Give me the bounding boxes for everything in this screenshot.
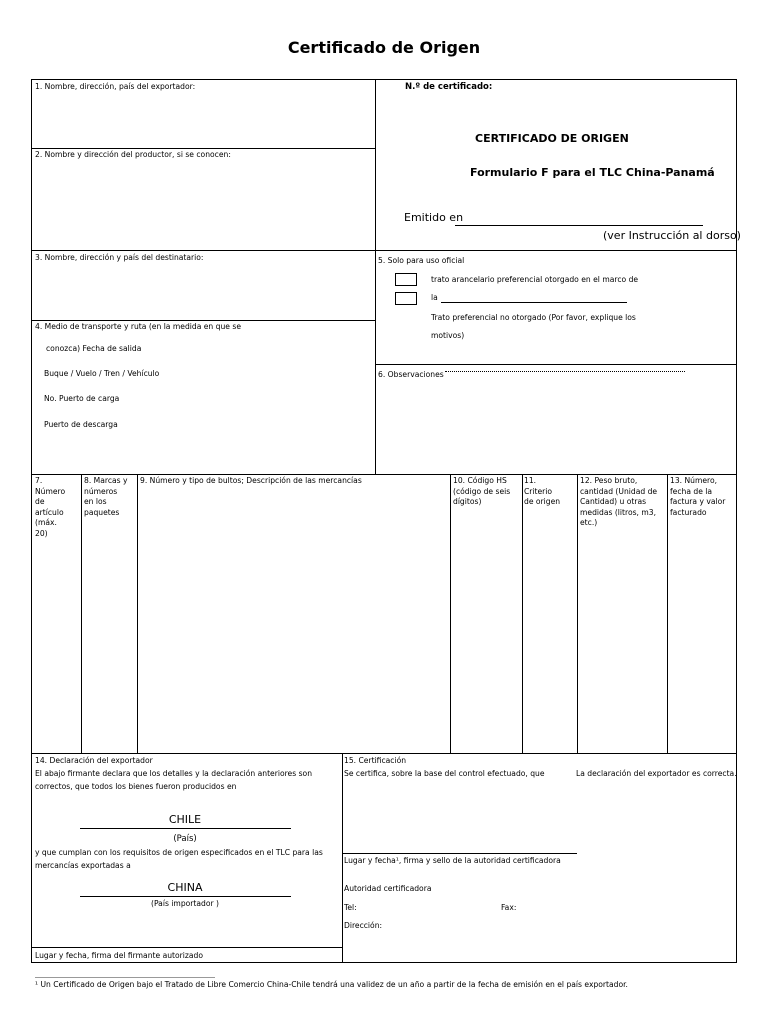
- col-marks: 8. Marcas y números en los paquetes: [84, 476, 128, 517]
- country-label: (País): [173, 834, 197, 844]
- declaration-text-2: correctos, que todos los bienes fueron producidos en: [35, 782, 237, 791]
- certification-title: 15. Certificación: [344, 756, 407, 765]
- vessel-label: Buque / Vuelo / Tren / Vehículo: [44, 369, 160, 378]
- divider: [667, 474, 668, 753]
- divider: [375, 80, 376, 474]
- preferential-denied-text: Trato preferencial no otorgado (Por favor, explique los: [431, 313, 636, 322]
- importer-country: CHINA: [167, 881, 203, 894]
- official-use-label: 5. Solo para uso oficial: [378, 256, 465, 265]
- certification-signature-label: Lugar y fecha¹, firma y sello de la autoridad certificadora: [344, 856, 561, 865]
- preferential-granted-text: trato arancelario preferencial otorgado en el marco de: [431, 275, 639, 284]
- declaration-text-1: El abajo firmante declara que los detalles y la declaración anteriores son: [35, 769, 313, 778]
- fax-label: Fax:: [501, 903, 517, 912]
- divider: [522, 474, 523, 753]
- col-origin-criterion: 11. Criterio de origen: [524, 476, 561, 506]
- declaration-text-4: mercancías exportadas a: [35, 861, 131, 870]
- footnote: ¹ Un Certificado de Origen bajo el Tratado de Libre Comercio China-Chile tendrá una validez de un año a partir de la fecha de emisión en el país exportador.: [35, 980, 628, 989]
- departure-date-label: conozca) Fecha de salida: [46, 344, 142, 353]
- exporter-field-label: 1. Nombre, dirección, país del exportador:: [35, 82, 196, 91]
- loading-port-label: No. Puerto de carga: [44, 394, 120, 403]
- divider: [450, 474, 451, 753]
- col-invoice: 13. Número, fecha de la factura y valor facturado: [670, 476, 726, 517]
- see-instruction: (ver Instrucción al dorso): [603, 229, 741, 242]
- divider: [32, 320, 376, 321]
- importer-country-label: (País importador ): [150, 899, 220, 908]
- discharge-port-label: Puerto de descarga: [44, 420, 118, 429]
- certification-text-right: La declaración del exportador es correcta.: [576, 769, 737, 778]
- divider: [342, 753, 343, 963]
- exporter-country: CHILE: [168, 813, 202, 826]
- col-item-number: 7. Número de artículo (máx. 20): [35, 476, 66, 538]
- col-gross-weight: 12. Peso bruto, cantidad (Unidad de Cantidad) u otras medidas (litros, m3, etc.): [580, 476, 658, 527]
- exporter-signature-label: Lugar y fecha, firma del firmante autorizado: [35, 951, 204, 960]
- preferential-granted-checkbox[interactable]: [395, 273, 417, 286]
- preferential-denied-text-2: motivos): [431, 331, 465, 340]
- issued-in-label: Emitido en: [404, 211, 464, 224]
- divider: [577, 474, 578, 753]
- declaration-text-3: y que cumplan con los requisitos de origen especificados en el TLC para las: [35, 848, 323, 857]
- divider: [137, 474, 138, 753]
- transport-field-label: 4. Medio de transporte y ruta (en la medida en que se: [35, 322, 242, 331]
- tel-label: Tel:: [344, 903, 357, 912]
- producer-field-label: 2. Nombre y dirección del productor, si se conocen:: [35, 150, 231, 159]
- preferential-denied-checkbox[interactable]: [395, 292, 417, 305]
- address-label: Dirección:: [344, 921, 383, 930]
- certificate-number-label: N.º de certificado:: [405, 82, 493, 92]
- certificate-subheading: Formulario F para el TLC China-Panamá: [470, 166, 715, 179]
- agreement-line: [441, 302, 627, 303]
- issued-in-line: [455, 225, 703, 226]
- authority-label: Autoridad certificadora: [344, 884, 432, 893]
- certification-signature-line: [342, 853, 577, 854]
- certificate-heading: CERTIFICADO DE ORIGEN: [475, 132, 629, 145]
- exporter-declaration-title: 14. Declaración del exportador: [35, 756, 153, 765]
- certification-text: Se certifica, sobre la base del control efectuado, que: [344, 769, 545, 778]
- importer-country-line: [80, 896, 291, 897]
- footnote-rule: [35, 977, 215, 978]
- remarks-dotted-line: [445, 371, 685, 372]
- exporter-country-line: [80, 828, 291, 829]
- preferential-granted-text-2: la: [431, 293, 438, 302]
- divider: [32, 148, 376, 149]
- col-hs-code: 10. Código HS (código de seis dígitos): [453, 476, 511, 506]
- divider: [81, 474, 82, 753]
- consignee-field-label: 3. Nombre, dirección y país del destinatario:: [35, 253, 204, 262]
- col-description: 9. Número y tipo de bultos; Descripción de las mercancías: [140, 476, 362, 485]
- remarks-label: 6. Observaciones: [378, 370, 444, 379]
- divider: [32, 753, 736, 754]
- page-title: Certificado de Origen: [287, 38, 481, 57]
- divider: [32, 250, 736, 251]
- divider: [32, 947, 343, 948]
- divider: [375, 364, 736, 365]
